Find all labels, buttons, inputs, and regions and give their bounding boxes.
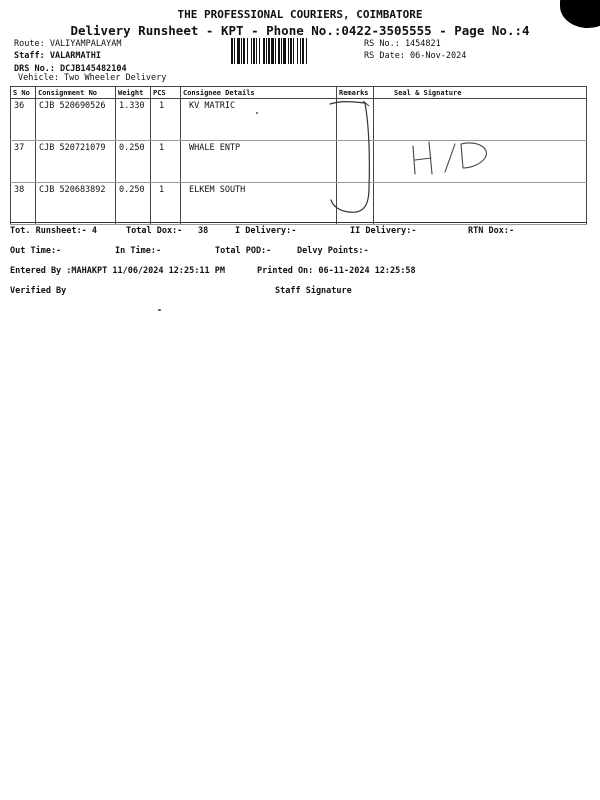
column-header: Weight <box>116 87 151 99</box>
weight-cell: 0.250 <box>116 141 151 183</box>
total-pod-label: Total POD:- <box>215 246 272 256</box>
vehicle-label: Vehicle: Two Wheeler Delivery <box>18 73 167 83</box>
total-dox-value: 38 <box>198 226 209 236</box>
weight-cell: 1.330 <box>116 99 151 141</box>
table-bottom-rule <box>10 222 586 223</box>
column-header: Seal & Signature <box>374 87 587 99</box>
scan-speck <box>158 309 161 311</box>
consignment-cell: CJB 520683892 <box>36 183 116 225</box>
consignee-cell: WHALE ENTP <box>181 141 337 183</box>
pcs-cell: 1 <box>151 99 181 141</box>
out-time-label: Out Time:- <box>10 246 62 256</box>
rtn-dox-label: RTN Dox:- <box>468 226 515 236</box>
consignment-cell: CJB 520721079 <box>36 141 116 183</box>
tot-runsheet: Tot. Runsheet:- 4 <box>10 226 97 236</box>
table-row <box>11 141 587 183</box>
scan-speck <box>256 112 258 114</box>
table-row <box>11 99 587 141</box>
column-header: Consignment No <box>36 87 116 99</box>
printed-on: Printed On: 06-11-2024 12:25:58 <box>257 266 416 276</box>
staff-label: Staff: VALARMATHI <box>14 51 101 61</box>
seal-signature-cell <box>374 99 587 141</box>
total-dox-label: Total Dox:- <box>126 226 183 236</box>
rs-number: RS No.: 1454821 <box>364 39 441 49</box>
route-label: Route: VALIYAMPALAYAM <box>14 39 122 49</box>
delvy-points-label: Delvy Points:- <box>297 246 369 256</box>
column-header: Remarks <box>337 87 374 99</box>
column-header: PCS <box>151 87 181 99</box>
drs-number: DRS No.: DCJB145482104 <box>14 64 127 74</box>
i-delivery-label: I Delivery:- <box>235 226 297 236</box>
consignee-cell: KV MATRIC <box>181 99 337 141</box>
pcs-cell: 1 <box>151 141 181 183</box>
sno-cell: 36 <box>11 99 36 141</box>
consignee-cell: ELKEM SOUTH <box>181 183 337 225</box>
barcode-image <box>230 38 358 64</box>
pcs-cell: 1 <box>151 183 181 225</box>
in-time-label: In Time:- <box>115 246 162 256</box>
seal-signature-cell <box>374 141 587 183</box>
column-header: Consignee Details <box>181 87 337 99</box>
entered-by: Entered By :MAHAKPT 11/06/2024 12:25:11 PM <box>10 266 225 276</box>
table-header-row <box>11 87 587 99</box>
runsheet-table <box>10 86 587 225</box>
remarks-cell <box>337 183 374 225</box>
weight-cell: 0.250 <box>116 183 151 225</box>
remarks-cell <box>337 99 374 141</box>
remarks-cell <box>337 141 374 183</box>
consignment-cell: CJB 520690526 <box>36 99 116 141</box>
company-name: THE PROFESSIONAL COURIERS, COIMBATORE <box>177 8 423 21</box>
sno-cell: 37 <box>11 141 36 183</box>
ii-delivery-label: II Delivery:- <box>350 226 417 236</box>
seal-signature-cell <box>374 183 587 225</box>
column-header: S No <box>11 87 36 99</box>
table-row <box>11 183 587 225</box>
verified-by-label: Verified By <box>10 286 67 296</box>
staff-signature-label: Staff Signature <box>275 286 352 296</box>
rs-date: RS Date: 06-Nov-2024 <box>364 51 467 61</box>
runsheet-title: Delivery Runsheet - KPT - Phone No.:0422-3505555 - Page No.:4 <box>70 23 530 38</box>
sno-cell: 38 <box>11 183 36 225</box>
